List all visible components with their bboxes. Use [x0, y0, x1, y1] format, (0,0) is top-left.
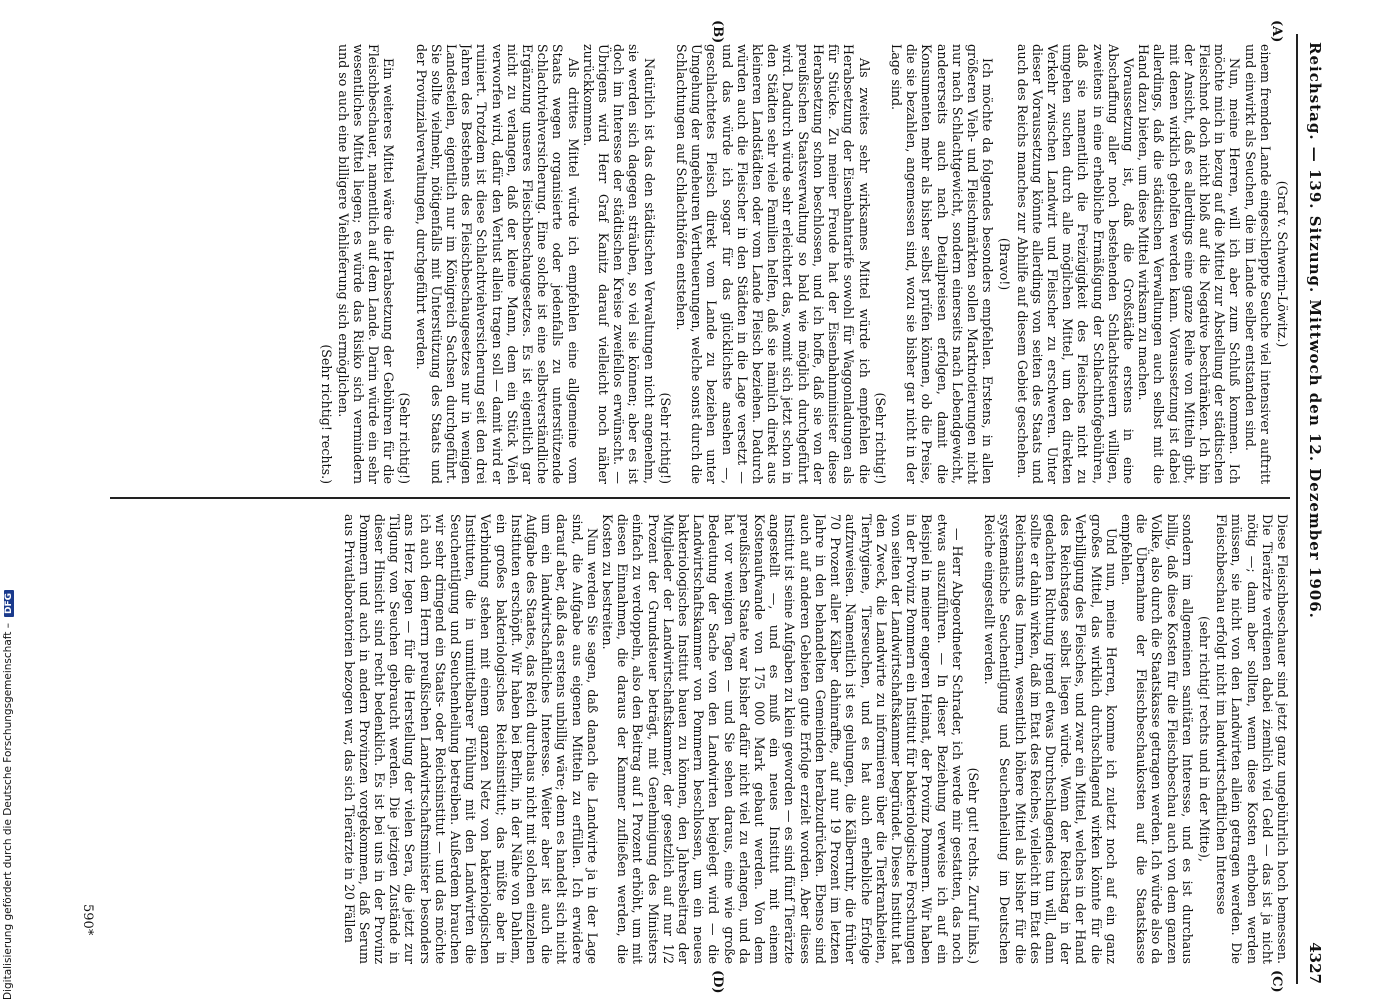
- signature-mark: 590*: [80, 904, 95, 936]
- paragraph: Als zweites sehr wirksames Mittel würde ich empfehlen die Herabsetzung der Eisenbahntarife sowohl für Waggonladungen als für Stücke. Zu meiner Freude hat der Eisenbahnminister diese Herabsetzung schon beschlossen, und ich hoffe, daß sie von der preußischen Staatsverwaltung so bald wie möglich durchgeführt wird. Dadurch würde sehr erleichtert das, womit sich jetzt schon in den Städten sehr viele Familien helfen, daß sie nämlich direkt aus kleineren Landstädten oder vom Lande Fleisch beziehen. Dadurch würden auch die Fleischer in den Städten in die Lage versetzt — und das würde ich sogar für das glücklichste ansehen —, geschlachtetes Fleisch direkt vom Lande zu beziehen unter Umgehung der ungeheuren Vertheuerungen, welche sonst durch die Schlachtungen auf Schlachthöfen entstehen.: [674, 44, 872, 484]
- paragraph: Nun, meine Herren, will ich aber zum Schluß kommen. Ich möchte mich in bezug auf die Mittel zur Abstellung der städtischen Fleischnot doch nicht bloß auf die Negative beschränken. Ich bin der Ansicht, daß es allerdings eine ganze Reihe von Mitteln gibt, mit denen wirklich geholfen werden kann. Voraussetzung ist dabei allerdings, daß die städtischen Verwaltungen auch selbst mit die Hand dazu bieten, um diese Mittel wirksam zu machen.: [1136, 44, 1243, 484]
- paragraph: Und nun, meine Herren, komme ich zuletzt noch auf ein ganz großes Mittel, das wirklich durchschlagend wirken könnte für die Verbilligung des Fleisches, und zwar ein Mittel, welches in der Hand des Reichstages selbst liegen würde. Wenn der Reichstag in der gedachten Richtung irgend etwas Durchschlagendes tun will, dann sollte er dahin wirken, daß im Etat des Reiches, vielleicht im Etat des Reichsamts des Innern, wesentlich höhere Mittel als bisher für die systematische Seuchentilgung und Seuchenheilung im Deutschen Reiche eingestellt werden.: [982, 514, 1119, 964]
- applause-note: (Sehr gut! rechts. Zuruf links.): [965, 767, 981, 964]
- applause-note: (Sehr richtig!): [657, 392, 673, 484]
- paragraph: Ich möchte da folgendes besonders empfehlen. Erstens, in allen größeren Vieh- und Fleischmärkten sollen Marktnotierungen nicht nur nach Schlachtgewicht, sondern einerseits nach Lebendgewicht, andererseits auch nach Detailpreisen erfolgen, damit die Konsumenten mehr als bisher selbst prüfen können, ob die Preise, die sie bezahlen, angemessen sind, wozu sie bisher gar nicht in der Lage sind.: [888, 44, 996, 484]
- applause-note: (sehr richtig! rechts und in der Mitte),: [1196, 616, 1212, 862]
- margin-marker-b: (B): [710, 20, 725, 44]
- column-divider: [110, 497, 1290, 499]
- paragraph: Diese Fleischbeschauer sind jetzt ganz ungebührlich hoch bemessen. Die Tierärzte verdienen dabei ziemlich viel Geld — das ist ja nicht nötig —; dann aber sollten, wenn diese Kosten erhoben werden müssen, sie nicht von den Landwirten allein getragen werden. Die Fleischbeschau erfolgt nicht im landwirtschaftlichen Interesse: [1214, 514, 1290, 964]
- applause-note: (Sehr richtig!): [397, 392, 413, 484]
- left-column: [110, 44, 1290, 484]
- paragraph: Voraussetzung ist, daß die Großstädte erstens in eine Abschaffung aller noch bestehenden Schlachtsteuern willigen, zweitens in eine erhebliche Ermäßigung der Schlachthofgebühren, daß sie namentlich die Freizügigkeit des Fleisches nicht zu umgehen suchen durch alle möglichen Mittel, um den direkten Verkehr zwischen Landwirt und Fleischer zu erschweren. Unter dieser Voraussetzung könnte allerdings von seiten des Staats und auch des Reichs manches zur Abhilfe auf diesem Gebiet geschehen.: [1014, 44, 1136, 484]
- digitization-credit: [2, 0, 20, 1000]
- running-head-title: Reichstag. — 139. Sitzung. Mittwoch den 12. Dezember 1906.: [1306, 42, 1324, 619]
- applause-note: (Sehr richtig!): [872, 392, 888, 484]
- newspaper-page: [55, 4, 1330, 994]
- paragraph: Nun werden Sie sagen, daß danach die Landwirte ja in der Lage sind, die Aufgabe aus eigenen Mitteln zu erfüllen. Ich erwidere darauf aber, daß das erstens unbillig wäre; denn es handelt sich nicht um ein landwirtschaftliches Interesse. Weiter aber ist auch die Aufgabe des Staates, das Reich durchaus nicht mit solchen einzelnen Instituten erschöpft. Wir haben bei Berlin, in der Nähe von Dahlem, ein großes bakteriologisches Reichsinstitut; das müßte aber in Verbindung stehen mit einem ganzen Netz von bakteriologischen Instituten, die in unmittelbarer Fühlung mit den Landwirten die Seuchentilgung und Seuchenheilung betreiben. Außerdem brauchen wir sehr dringend ein Staats- oder Reichsinstitut — und das möchte ich auch dem Herrn preußischen Landwirtschaftsminister besonders ans Herz legen — für die Herstellung der vielen Sera, die jetzt zur Tilgung von Seuchen gebraucht werden. Die jetzigen Zustände in dieser Hinsicht sind recht bedenklich. Es ist bei uns in der Provinz Pommern und auch in andern Provinzen vorgekommen, daß Serum aus Privatlaboratorien bezogen war, das sich Tierärzte in 20 Fällen: [341, 514, 600, 964]
- paragraph: Als drittes Mittel würde ich empfehlen eine allgemeine vom Staats wegen organisierte oder jedenfalls zu unterstützende Schlachtviehversicherung. Eine solche ist eine selbstverständliche Ergänzung unseres Fleischbeschaugesetzes. Es ist eigentlich gar nicht zu verlangen, daß der kleine Mann, dem ein Stück Vieh verworfen wird, dafür den Verlust allein tragen soll — damit wird er ruiniert. Trotzdem ist diese Schlachtviehversicherung seit den drei Jahren des Bestehens des Fleischbeschaugesetzes nur in wenigen Landesteilen, eigentlich nur im Königreich Sachsen durchgeführt. Sie sollte vielmehr, nötigenfalls mit Unterstützung des Staats und der Provinzialverwaltungen, durchgeführt werden.: [413, 44, 581, 484]
- paragraph: — Herr Abgeordneter Schrader, ich werde mir gestatten, das noch etwas auszuführen. — In dieser Beziehung verweise ich auf ein Beispiel in meiner engeren Heimat, der Provinz Pommern. Wir haben in der Provinz Pommern ein Institut für bakteriologische Forschungen von seiten der Landwirtschaftskammer begründet. Dieses Institut hat den Zweck, die Landwirte zu informieren über die Tierkrankheiten, Tierhygiene, Tierseuchen, und es hat auch erhebliche Erfolge aufzuweisen. Namentlich ist es gelungen, die Kälberruhr, die früher 70 Prozent aller Kälber dahinraffte, auf nur 19 Prozent im letzten Jahre in den behandelten Gemeinden herabzudrücken. Ebenso sind auch auf anderen Gebieten gute Erfolge erzielt worden. Aber dieses Institut ist seine Aufgaben zu klein geworden — es sind fünf Tierärzte angestellt —, und es muß ein neues Institut mit einem Kostenaufwande von 175 000 Mark gebaut werden. Von dem preußischen Staate war bisher dafür nicht viel zu erlangen, und da hat vor wenigen Tagen — und Sie sehen daraus, eine wie große Bedeutung der Sache von den Landwirten beigelegt wird — die Landwirtschaftskammer von Pommern beschlossen, um ein neues bakteriologisches Institut bauen zu können, den Jahresbeitrag der Mitglieder der Landwirtschaftskammer, der gesetzlich auf nur 1/2 Prozent der Grundsteuer beträgt, mit Genehmigung des Ministers einfach zu verdoppeln, also den Beitrag auf 1 Prozent erhöht, um mit diesen Einnahmen, die daraus der Kammer zufließen werden, die Kosten zu bestreiten.: [600, 514, 965, 964]
- margin-marker-a: (A): [1269, 20, 1284, 43]
- margin-marker-c: (C): [1269, 970, 1284, 993]
- right-column: [110, 514, 1290, 964]
- paragraph: sondern im allgemeinen sanitären Interesse, und es ist durchaus billig, daß diese Kosten für die Fleischbeschau auch von dem ganzen Volke, also durch die Staatskasse getragen werden. Ich würde also da die Übernahme der Fleischbeschaukosten auf die Staatskasse empfehlen.: [1118, 514, 1195, 964]
- head-rule: [1296, 34, 1298, 984]
- page-number: 4327: [1306, 942, 1324, 984]
- paragraph: einem fremden Lande eingeschleppte Seuche viel intensiver auftritt und einwirkt als Seuchen, die im Lande selber entstanden sind.: [1242, 44, 1273, 484]
- applause-note: (Bravo!): [997, 237, 1013, 291]
- dfg-logo-icon: DFG: [4, 590, 14, 617]
- credit-text: Digitalisierung gefördert durch die Deutsche Forschungsgemeinschaft –: [2, 623, 14, 1000]
- paragraph: Ein weiteres Mittel wäre die Herabsetzung der Gebühren für die Fleischbeschauer, namentlich auf dem Lande. Darin würde ein sehr wesentliches Mittel liegen; es würde das Risiko sich vermindern und so auch eine billigere Viehlieferung sich ermöglichen.: [335, 44, 397, 484]
- speaker-name: (Graf v. Schwerin-Löwitz.): [1275, 180, 1290, 348]
- paragraph: Natürlich ist das den städtischen Verwaltungen nicht angenehm, sie werden sich dagegen sträuben, so viel sie können; aber es ist doch im Interesse der städtischen Kreise zweifellos erwünscht. — Übrigens wird Herr Graf Kanitz darauf vielleicht noch näher zurückkommen.: [580, 44, 657, 484]
- applause-note: (Sehr richtig! rechts.): [319, 344, 335, 484]
- margin-marker-d: (D): [710, 970, 725, 994]
